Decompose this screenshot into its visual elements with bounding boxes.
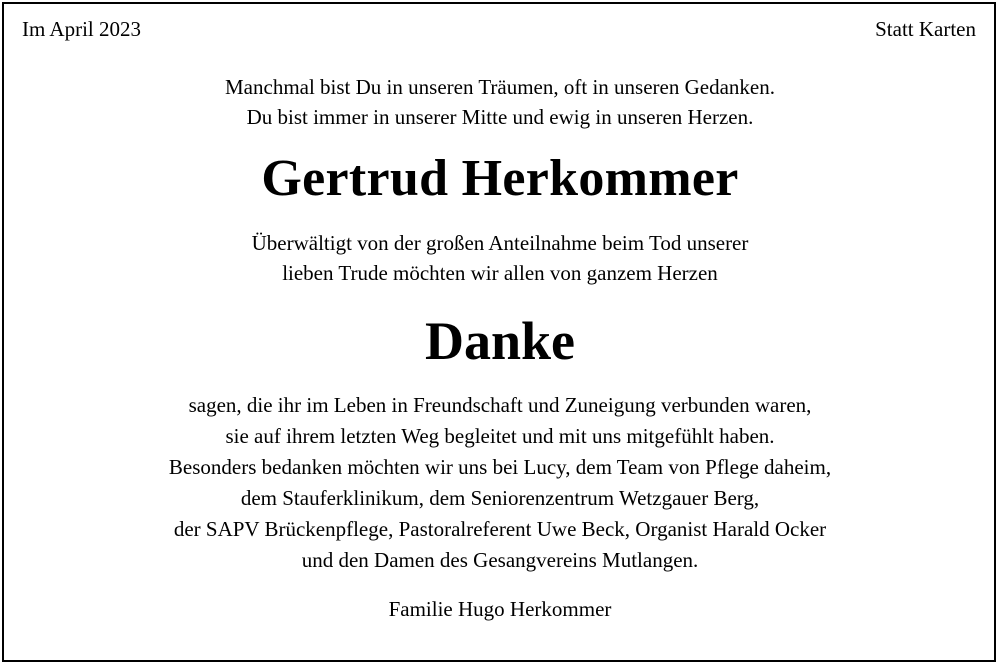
body-line: Besonders bedanken möchten wir uns bei Lucy, dem Team von Pflege daheim, [168,455,832,479]
thanks-heading: Danke [424,311,576,371]
deceased-name: Gertrud Herkommer [261,150,739,207]
body-line: dem Stauferklinikum, dem Seniorenzentrum Wetzgauer Berg, [240,486,760,510]
family-signature: Familie Hugo Herkommer [388,597,612,621]
date-line: Im April 2023 [22,17,141,41]
memorial-verse [0,72,1000,132]
intro-line: Überwältigt von der großen Anteilnahme beim Tod unserer [251,231,749,255]
verse-line: Du bist immer in unserer Mitte und ewig in unseren Herzen. [246,105,754,129]
thanks-body [0,390,1000,576]
body-line: sagen, die ihr im Leben in Freundschaft und Zuneigung verbunden waren, [188,393,812,417]
intro-line: lieben Trude möchten wir allen von ganzem Herzen [282,261,718,285]
body-line: der SAPV Brückenpflege, Pastoralreferent Uwe Beck, Organist Harald Ocker [173,517,827,541]
body-line: sie auf ihrem letzten Weg begleitet und mit uns mitgefühlt haben. [225,424,775,448]
intro-text [0,228,1000,288]
statt-karten-note: Statt Karten [875,17,976,41]
body-line: und den Damen des Gesangvereins Mutlangen. [301,548,699,572]
verse-line: Manchmal bist Du in unseren Träumen, oft in unseren Gedanken. [225,75,775,99]
